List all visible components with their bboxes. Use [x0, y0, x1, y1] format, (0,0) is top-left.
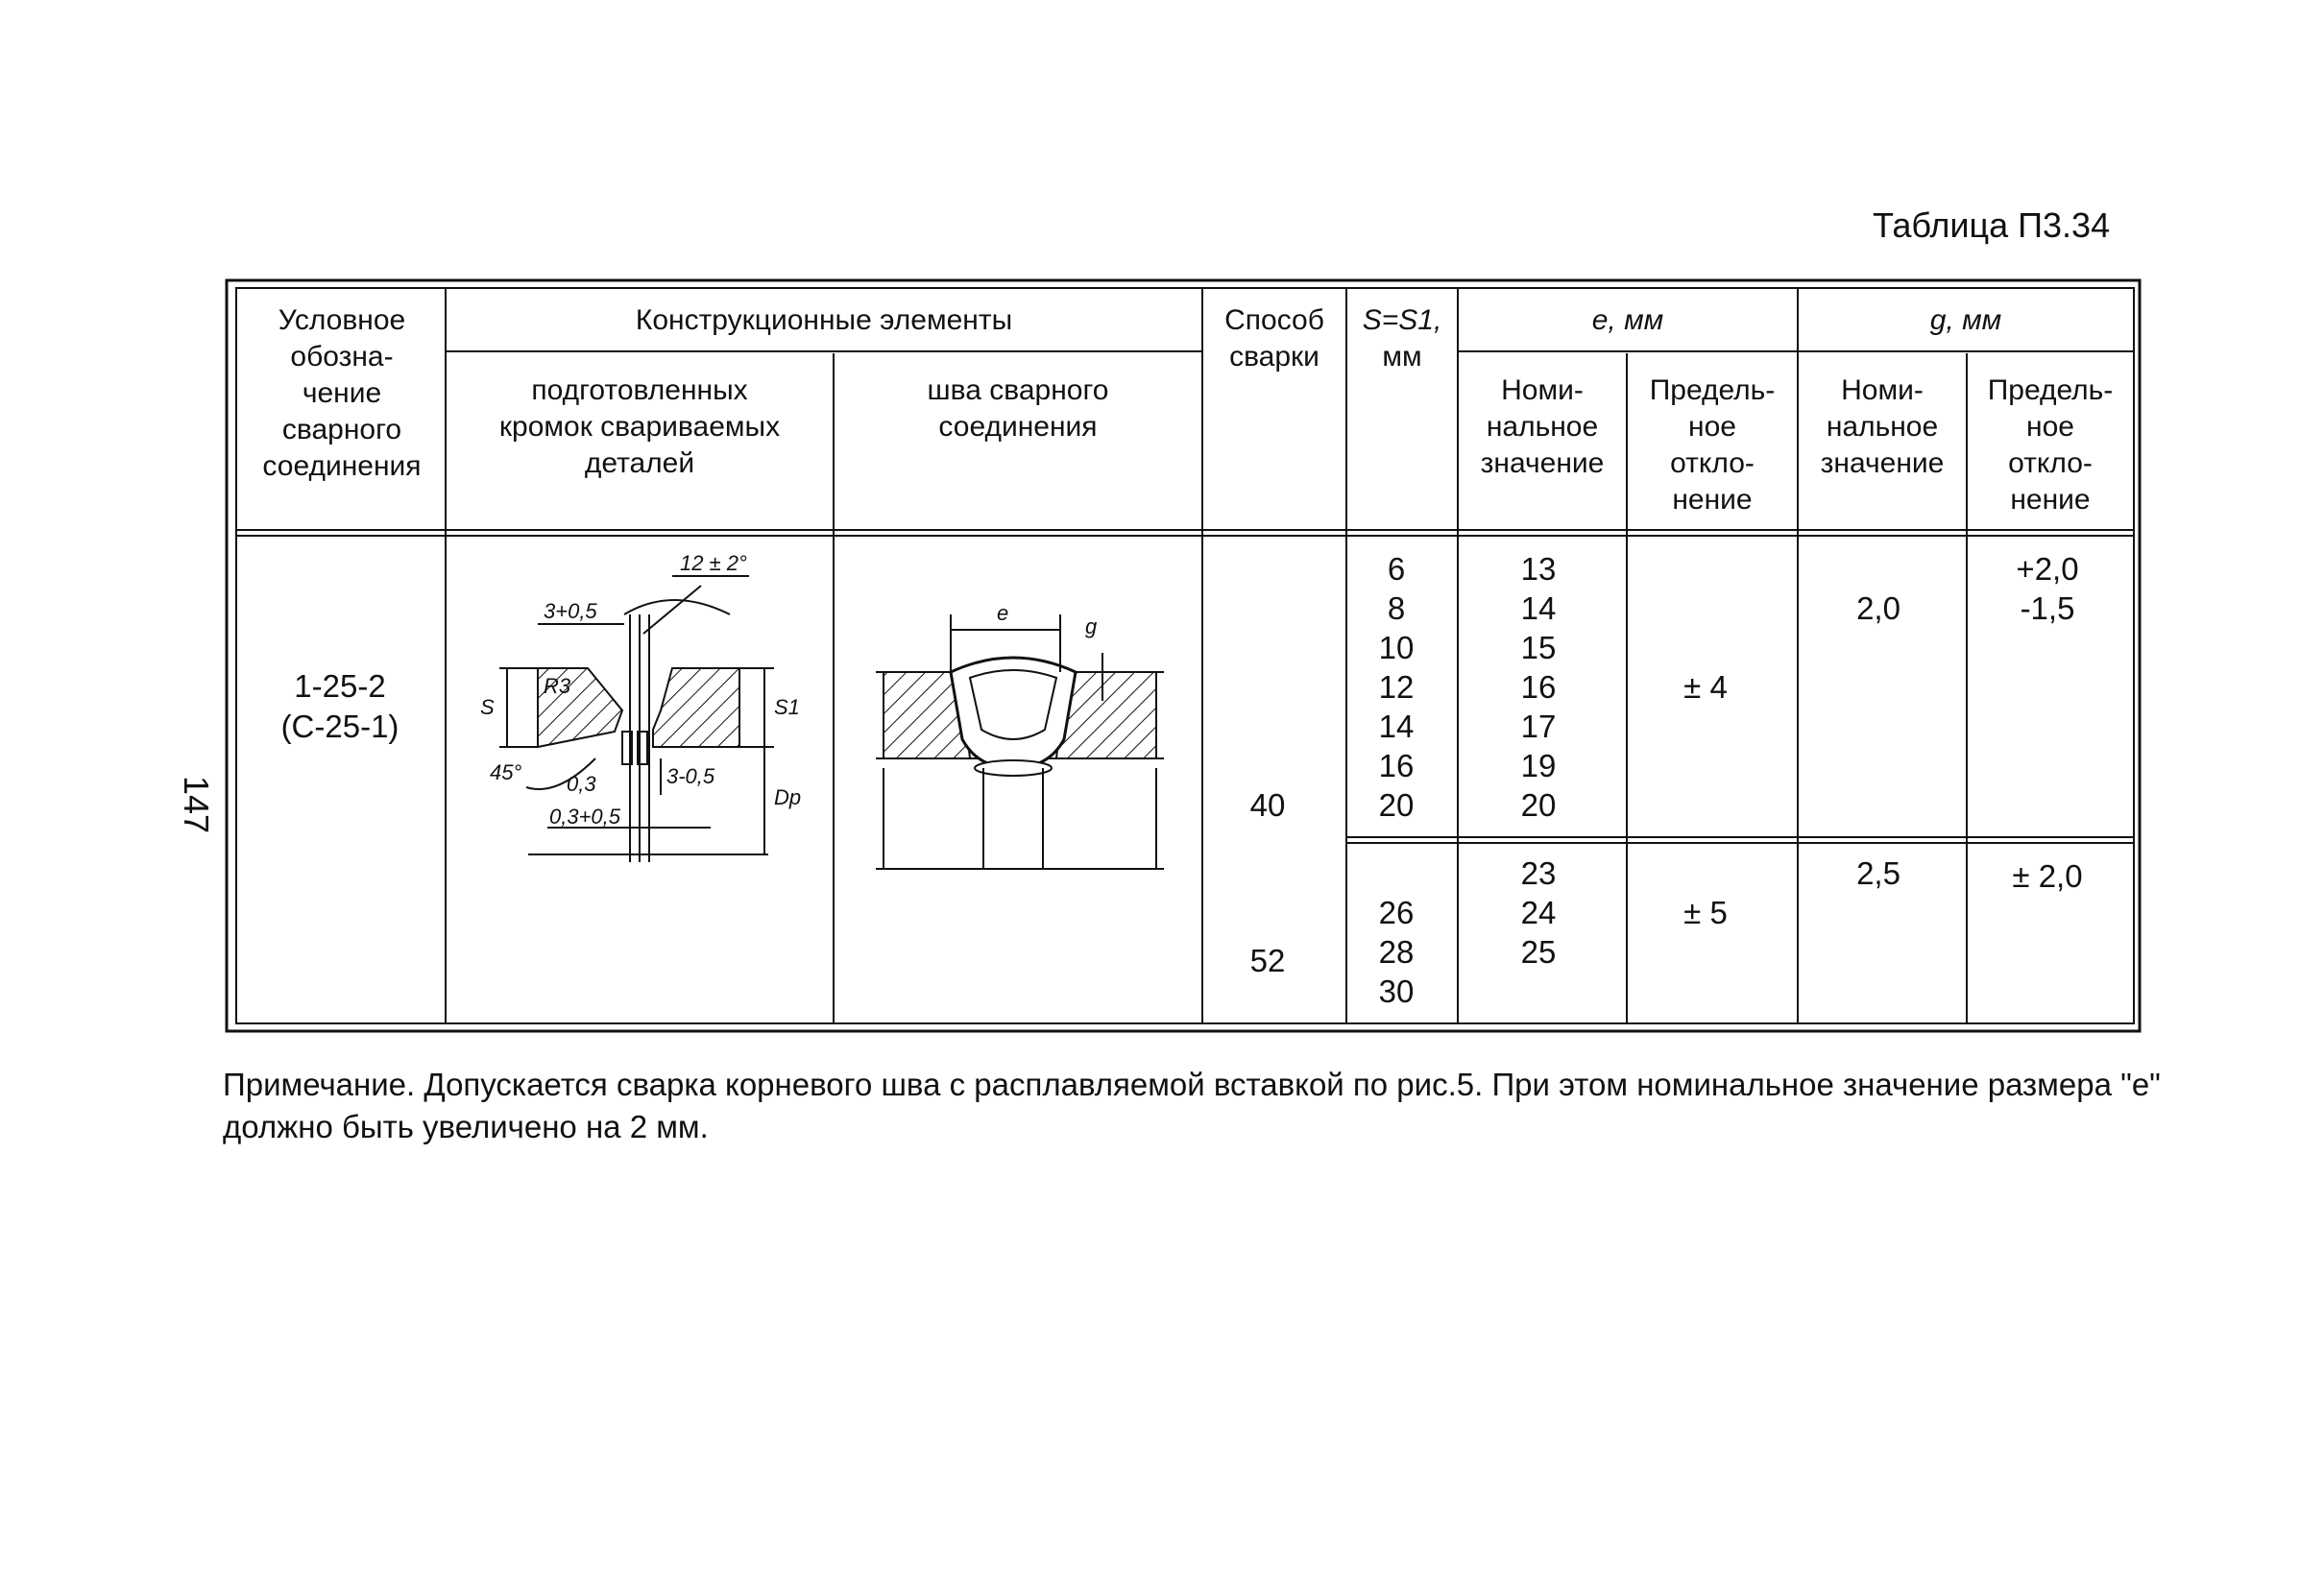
- svg-text:Условное: Условное: [278, 304, 406, 336]
- svg-text:1-25-2: 1-25-2: [294, 668, 386, 704]
- svg-text:19: 19: [1520, 748, 1557, 783]
- svg-text:нение: нение: [1672, 484, 1753, 516]
- svg-text:обозна-: обозна-: [290, 341, 394, 373]
- svg-text:Предель-: Предель-: [1649, 374, 1776, 406]
- svg-text:подготовленных: подготовленных: [531, 374, 748, 406]
- weld-bead: [951, 658, 1076, 768]
- svg-text:20: 20: [1378, 787, 1415, 823]
- svg-text:+2,0: +2,0: [2016, 551, 2079, 587]
- svg-text:чение: чение: [302, 377, 382, 409]
- g-deviation-group-1: [2016, 551, 2078, 626]
- prepared-edges-drawing: [480, 551, 801, 862]
- svg-text:Предель-: Предель-: [1987, 374, 2114, 406]
- svg-text:сварного: сварного: [281, 414, 402, 445]
- svg-text:28: 28: [1378, 934, 1415, 970]
- g-nominal-group-1: 2,0: [1856, 590, 1900, 626]
- thickness-group-2: [1379, 895, 1415, 1009]
- svg-text:6: 6: [1387, 551, 1406, 587]
- e-label: e: [997, 601, 1009, 625]
- root2-label: 0,3+0,5: [549, 805, 621, 829]
- header-e-group: e, мм: [1591, 304, 1664, 336]
- method-group-1: 40: [1249, 787, 1286, 823]
- svg-text:значение: значение: [1480, 447, 1605, 479]
- svg-text:17: 17: [1520, 709, 1557, 744]
- svg-text:13: 13: [1520, 551, 1557, 587]
- svg-text:(С-25-1): (С-25-1): [280, 709, 399, 744]
- header-constructive: Конструкционные элементы: [635, 304, 1013, 336]
- svg-text:откло-: откло-: [2008, 447, 2093, 479]
- footnote: Примечание. Допускается сварка корневого шва с расплавляемой вставкой по рис.5. При этом номинальное значение размера "е" должно быть увеличено на 2 мм.: [223, 1067, 2161, 1144]
- table-title: Таблица П3.34: [1873, 205, 2111, 245]
- radius-label: R3: [544, 674, 571, 698]
- land-label: 3-0,5: [666, 764, 715, 788]
- header-e-nominal: [1481, 374, 1605, 479]
- page-number: 147: [177, 776, 216, 834]
- e-deviation-group-1: ± 4: [1683, 669, 1728, 705]
- header-method: [1224, 304, 1324, 373]
- s1-label: S1: [774, 695, 800, 719]
- header-designation: [262, 304, 421, 482]
- g-nominal-group-2: 2,5: [1856, 855, 1900, 891]
- svg-text:25: 25: [1520, 934, 1557, 970]
- svg-text:14: 14: [1378, 709, 1415, 744]
- bevel-label: 45°: [490, 760, 522, 784]
- svg-text:нение: нение: [2010, 484, 2091, 516]
- svg-text:16: 16: [1520, 669, 1557, 705]
- svg-text:деталей: деталей: [584, 447, 695, 479]
- weld-seam-drawing: [876, 601, 1164, 869]
- svg-text:ное: ное: [2026, 411, 2074, 443]
- svg-text:-1,5: -1,5: [2020, 590, 2075, 626]
- svg-text:14: 14: [1520, 590, 1557, 626]
- svg-text:Номи-: Номи-: [1501, 374, 1584, 406]
- svg-text:откло-: откло-: [1670, 447, 1755, 479]
- svg-text:шва сварного: шва сварного: [927, 374, 1109, 406]
- svg-text:значение: значение: [1820, 447, 1945, 479]
- svg-text:ное: ное: [1688, 411, 1736, 443]
- root-label: 0,3: [567, 772, 596, 796]
- dp-label: Dp: [774, 785, 802, 809]
- svg-text:26: 26: [1378, 895, 1415, 930]
- header-g-deviation: [1988, 374, 2114, 516]
- svg-text:нальное: нальное: [1486, 411, 1599, 443]
- header-e-deviation: [1650, 374, 1776, 516]
- header-g-group: g, мм: [1929, 304, 2002, 336]
- thickness-group-1: [1379, 551, 1415, 823]
- svg-text:10: 10: [1378, 630, 1415, 665]
- svg-text:кромок свариваемых: кромок свариваемых: [498, 411, 781, 443]
- svg-text:Способ: Способ: [1224, 304, 1324, 336]
- header-seam: [928, 374, 1109, 443]
- header-g-nominal: [1821, 374, 1945, 479]
- s-label: S: [480, 695, 495, 719]
- svg-text:24: 24: [1520, 895, 1557, 930]
- svg-text:Номи-: Номи-: [1841, 374, 1924, 406]
- svg-text:соединения: соединения: [938, 411, 1098, 443]
- svg-text:16: 16: [1378, 748, 1415, 783]
- svg-text:12: 12: [1378, 669, 1415, 705]
- svg-text:20: 20: [1520, 787, 1557, 823]
- angle-label: 12 ± 2°: [680, 551, 747, 575]
- row-designation: [281, 668, 399, 744]
- svg-text:нальное: нальное: [1826, 411, 1939, 443]
- right-plate: [653, 668, 739, 747]
- svg-text:8: 8: [1387, 590, 1406, 626]
- svg-text:15: 15: [1520, 630, 1557, 665]
- e-nominal-group-2: [1521, 855, 1557, 970]
- header-thickness: [1363, 304, 1442, 373]
- svg-text:S=S1,: S=S1,: [1362, 304, 1442, 336]
- gap-top-label: 3+0,5: [544, 599, 597, 623]
- g-deviation-group-2: ± 2,0: [2012, 858, 2083, 894]
- svg-text:23: 23: [1520, 855, 1557, 891]
- e-nominal-group-1: [1521, 551, 1557, 823]
- e-deviation-group-2: ± 5: [1683, 895, 1728, 930]
- svg-text:соединения: соединения: [262, 450, 422, 482]
- svg-text:30: 30: [1378, 974, 1415, 1009]
- svg-text:мм: мм: [1382, 341, 1422, 373]
- g-label: g: [1085, 614, 1098, 638]
- method-group-2: 52: [1249, 943, 1286, 978]
- header-prepared: [499, 374, 780, 479]
- svg-text:сварки: сварки: [1229, 341, 1319, 373]
